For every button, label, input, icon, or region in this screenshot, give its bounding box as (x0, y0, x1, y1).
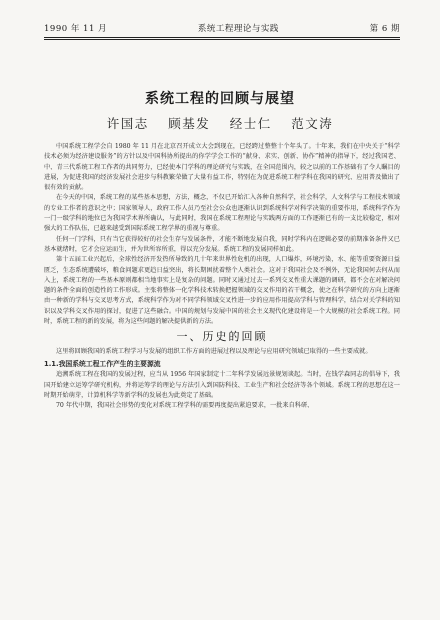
section-intro: 这里将回顾我国的系统工程学习与发展的组织工作方面的进展过程以及理论与应用研究领域已取得的一些主要成就。 (56, 347, 372, 355)
article-body (44, 142, 400, 411)
header-journal: 系统工程理论与实践 (197, 24, 279, 34)
section-heading: 一、历史的回顾 (176, 330, 268, 344)
header-issue: 第 6 期 (369, 24, 400, 34)
paragraph: 追溯系统工程在我国的发展过程，应当从 1956 年国家制定十二年科学发展远景规划谈起。当时，在钱学森同志的倡导下，我国开始建立运筹学研究机构，并将运筹学的理论与方法引入到国防科技、工业生产和社会经济等各个领域。系统工程的思想在这一时期开始萌芽，计算机科学等新学科的发展也为此奠定了基础。 (44, 371, 400, 399)
paragraph: 在今天的中国，系统工程的某些基本思想，方法，概念，不仅已开始汇入各种自然科学，社会科学，人文科学与工程技术领域的专业工作者的意识之中；国家领导人，政府工作人员乃至社会公众也逐渐认识到系统科学对科学决策的重要作用，系统科学作为一门一级学科的地位已为我国学术界所确认，与此同时，我国在系统工程理论与实践两方面的工作逐渐已有的一支比较稳定，相对强大的工作队伍，已越来越受到国际系统工程学界的重视与尊重。 (44, 194, 400, 233)
paragraph: 中国系统工程学会自 1980 年 11 月在北京召开成立大会到现在，已经跨过整整十个年头了。十年来，我们在中央关于“科学技术必须为经济建设服务”的方针以及中国科协所提出的你学学会工作的“献身、求实、创新、协作”精神的指导下，经过我国老、中、青三代系统工程工作者的共同努力，已经使本门学科的理论研究与实践，在全国范围内，较之以前的工作基础有了令人瞩目的进展，为促进我国的经济发展社会进步与科教繁荣做了大量有益工作，特别在为促进系统工程学科在我国的研究、应用普及做出了很有效的贡献。 (44, 143, 400, 192)
article-title: 系统工程的回顾与展望 (145, 91, 295, 107)
paragraph: 任何一门学科，只有当它获得较好的社会生存与发展条件，才能不断地发展自我，同时学科内在逻辑必要的前期准备条件又已基本就绪时，它才会应运而生，并为世所容所重，得以充分发展。系统工程的发展同样如此。 (44, 235, 400, 253)
running-header (44, 22, 400, 38)
paragraph: 70 年代中期，我国社会形势的变化对系统工程学科的需要再度提出紧迫要求，一批来自科研、 (56, 402, 314, 410)
subsection-heading: 1.1.我国系统工程工作产生的主要源流 (44, 359, 161, 368)
paragraph: 第十五届工业兴起后，全球性经济开发热所导致的几十年来世界性危机的出现，人口爆炸，环境污染，水、能等重要资源日益匮乏，生态系统遭破坏，粮食问题求更趋日益突出，将长期困扰着整个人类社会。这对于我国社会及不例外，无论我国何去何从而入上，系统工程的一些基本原则都相当地事实上是复杂的问题。同时又通过过去一系列交叉性重大课题的调研，都不会在对解决问题的条件全面的创造性的工作形成。主张将整体一化学科技术转换把握领域的交叉作用的若干概念，使之在科学研究的方向上逐渐由一种新的学科与交叉思考方式，系统科学作为对不同学科领域交叉性进一步的应用作用提高学科与管理科学，结合对关学科的知识以及学科交叉作用的探讨，促进了这些融合。中国的规划与发展中国的社会主义现代化建设将是一个大规模的社会系统工程。同时，系统工程的新的发展，将为这些问题的解决提供新的方法。 (44, 256, 400, 326)
header-date: 1990 年 11 月 (44, 24, 108, 34)
article-authors: 许国志 顾基发 经士仁 范文涛 (106, 116, 334, 131)
